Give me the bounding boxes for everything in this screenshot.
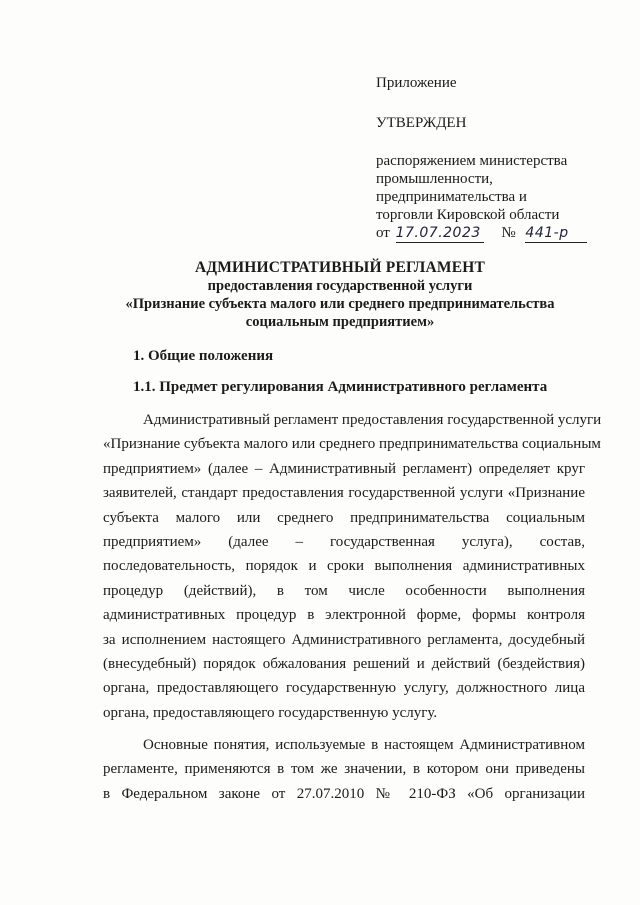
text-line: заявителей, стандарт предоставления государственной услуги «Признание bbox=[103, 485, 585, 502]
text-line: в Федеральном законе от 27.07.2010 № 210-ФЗ «Об организации bbox=[103, 785, 585, 802]
text-line: предприятием» (далее – государственная услуга), состав, bbox=[103, 533, 585, 550]
appendix-label: Приложение bbox=[376, 75, 457, 91]
order-reference bbox=[376, 152, 616, 243]
handwritten-date: 17.07.2023 bbox=[396, 224, 484, 243]
paragraph-subject bbox=[103, 408, 602, 725]
number-sign: № bbox=[501, 225, 516, 241]
text-line: (внесудебный) порядок обжалования решений и действий (бездействия) bbox=[103, 655, 585, 672]
text-line: Административный регламент предоставления государственной услуги bbox=[143, 412, 602, 428]
text-line: Основные понятия, используемые в настоящем Административном bbox=[143, 737, 585, 753]
text-line: «Признание субъекта малого или среднего предпринимательства социальным bbox=[103, 436, 601, 453]
text-line: предприятием» (далее – Административный регламент) определяет круг bbox=[103, 460, 585, 477]
order-line: торговли Кировской области bbox=[376, 207, 560, 223]
title-line: социальным предприятием» bbox=[245, 314, 435, 330]
text-line: субъекта малого или среднего предпринимательства социальным bbox=[103, 509, 585, 526]
text-line: процедур (действий), в том числе особенности выполнения bbox=[103, 582, 585, 599]
title-main: АДМИНИСТРАТИВНЫЙ РЕГЛАМЕНТ bbox=[194, 259, 486, 276]
text-line: органа, предоставляющего государственную услугу, должностного лица bbox=[103, 680, 585, 697]
order-line: предпринимательства и bbox=[376, 189, 527, 205]
title-line: «Признание субъекта малого или среднего предпринимательства bbox=[125, 296, 555, 312]
text-line: административных процедур в электронной форме, формы контроля bbox=[103, 607, 585, 624]
subsection-heading: 1.1. Предмет регулирования Административного регламента bbox=[133, 379, 548, 395]
section-heading: 1. Общие положения bbox=[133, 348, 274, 364]
date-prefix: от bbox=[376, 225, 390, 241]
order-line: промышленности, bbox=[376, 171, 493, 187]
document-title bbox=[80, 258, 600, 331]
title-line: предоставления государственной услуги bbox=[207, 278, 473, 294]
approved-label: УТВЕРЖДЕН bbox=[376, 115, 467, 131]
order-date-line bbox=[376, 224, 616, 243]
approval-block bbox=[376, 74, 616, 243]
order-line: распоряжением министерства bbox=[376, 153, 568, 169]
text-line: органа, предоставляющего государственную услугу. bbox=[103, 704, 438, 721]
text-line: регламенте, применяются в том же значении, в котором они приведены bbox=[103, 761, 585, 778]
text-line: последовательность, порядок и сроки выполнения административных bbox=[103, 558, 585, 575]
handwritten-number: 441-р bbox=[525, 224, 587, 243]
text-line: за исполнением настоящего Административного регламента, досудебный bbox=[103, 631, 585, 648]
paragraph-definitions bbox=[103, 733, 585, 806]
